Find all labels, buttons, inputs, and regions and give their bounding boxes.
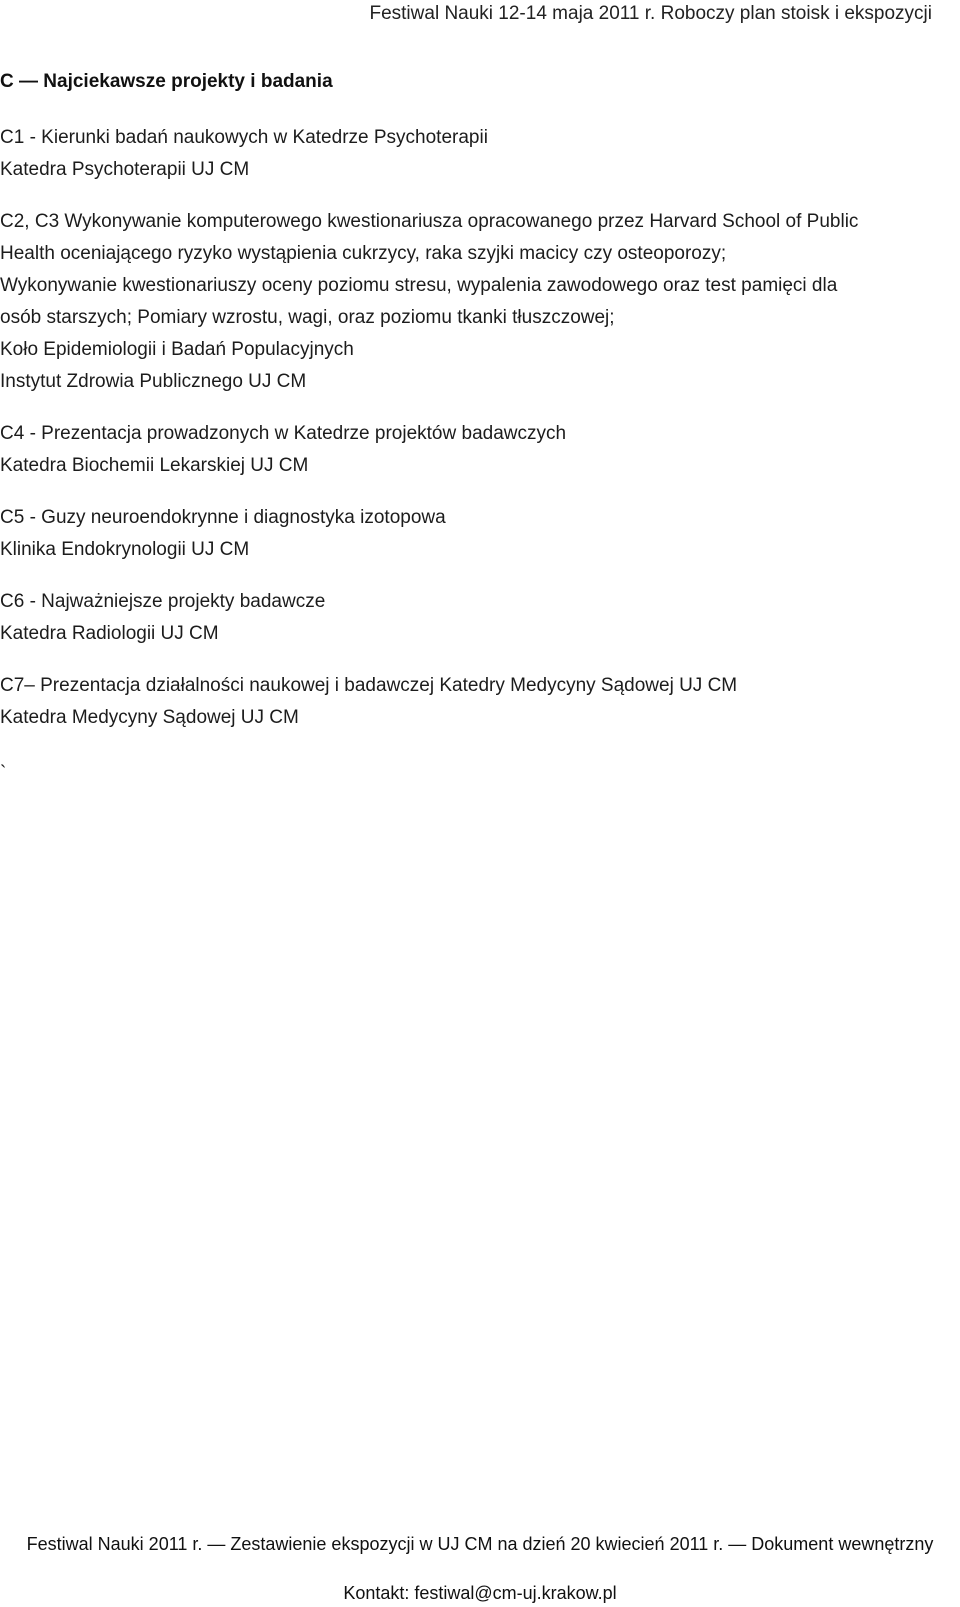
entry-organizer: Katedra Biochemii Lekarskiej UJ CM	[0, 455, 309, 476]
entry-organizer: Katedra Psychoterapii UJ CM	[0, 159, 250, 180]
entry-description: osób starszych; Pomiary wzrostu, wagi, oraz poziomu tkanki tłuszczowej;	[0, 307, 615, 328]
entry-organizer: Koło Epidemiologii i Badań Populacyjnych	[0, 339, 354, 360]
entry-title: C6 - Najważniejsze projekty badawcze	[0, 591, 326, 612]
footer-note: Festiwal Nauki 2011 r. — Zestawienie ekspozycji w UJ CM na dzień 20 kwiecień 2011 r. — Dokument wewnętrzny	[26, 1534, 934, 1554]
footer-contact: Kontakt: festiwal@cm-uj.krakow.pl	[343, 1583, 617, 1603]
section-heading: C — Najciekawsze projekty i badania	[0, 71, 333, 92]
entry-title: C1 - Kierunki badań naukowych w Katedrze Psychoterapii	[0, 127, 488, 148]
entry-title: C2, C3 Wykonywanie komputerowego kwestionariusza opracowanego przez Harvard School of Public	[0, 211, 859, 232]
entry-c7	[0, 670, 940, 734]
entry-description: Wykonywanie kwestionariuszy oceny poziomu stresu, wypalenia zawodowego oraz test pamięci dla	[0, 275, 838, 296]
entry-organizer: Instytut Zdrowia Publicznego UJ CM	[0, 371, 307, 392]
entry-c2-c3	[0, 206, 940, 398]
entry-c6	[0, 586, 940, 650]
entry-title: C4 - Prezentacja prowadzonych w Katedrze projektów badawczych	[0, 423, 567, 444]
entry-c4	[0, 418, 940, 482]
page-header: Festiwal Nauki 12-14 maja 2011 r. Roboczy plan stoisk i ekspozycji	[369, 3, 932, 24]
entry-c5	[0, 502, 940, 566]
entry-organizer: Klinika Endokrynologii UJ CM	[0, 539, 250, 560]
entry-title: C7– Prezentacja działalności naukowej i badawczej Katedry Medycyny Sądowej UJ CM	[0, 675, 738, 696]
entry-description: Health oceniającego ryzyko wystąpienia cukrzycy, raka szyjki macicy czy osteoporozy;	[0, 243, 727, 264]
entry-organizer: Katedra Medycyny Sądowej UJ CM	[0, 707, 299, 728]
stray-mark: `	[0, 763, 7, 784]
entry-organizer: Katedra Radiologii UJ CM	[0, 623, 219, 644]
document-body	[0, 66, 940, 790]
entry-title: C5 - Guzy neuroendokrynne i diagnostyka izotopowa	[0, 507, 446, 528]
entry-c1	[0, 122, 940, 186]
